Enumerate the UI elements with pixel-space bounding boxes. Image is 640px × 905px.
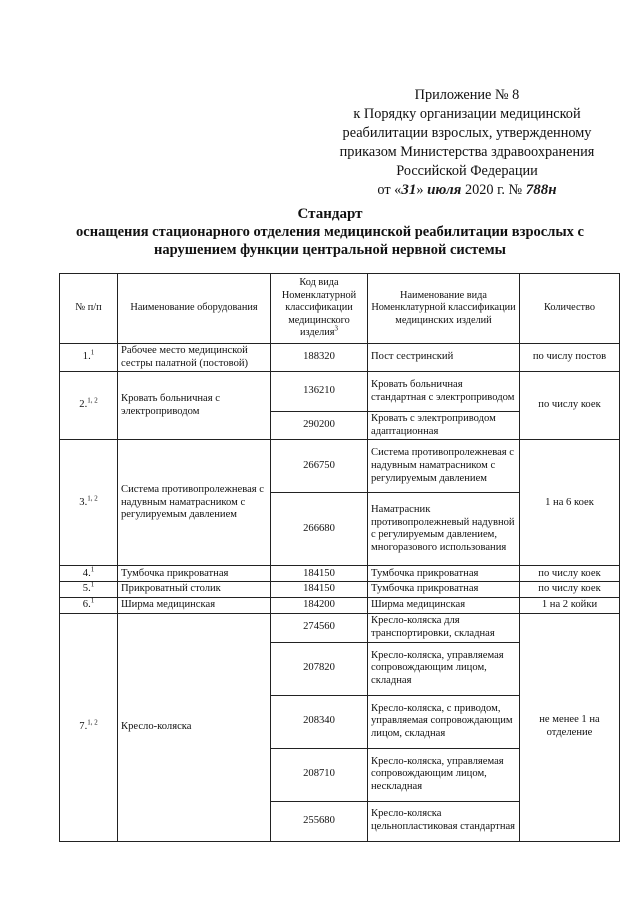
row-number: 3.$^{1, 2}$: [60, 440, 118, 566]
title-line: оснащения стационарного отделения медицинской реабилитации взрослых с: [76, 224, 584, 240]
handwritten-order-number: 788н: [525, 182, 557, 198]
quantity-cell: по числу коек: [520, 582, 620, 598]
type-name-cell: Наматрасник противопролежневый надувной с регулируемым давлением, многоразового использования: [368, 493, 520, 566]
type-name-cell: Кресло-коляска, управляемая сопровождающим лицом, складная: [368, 642, 520, 695]
type-name-cell: Тумбочка прикроватная: [368, 566, 520, 582]
code-cell: 266750: [271, 440, 368, 493]
appendix-line: реабилитации взрослых, утвержденному: [342, 125, 592, 141]
type-name-cell: Кресло-коляска, управляемая сопровождающим лицом, нескладная: [368, 748, 520, 801]
equipment-name: Система противопролежневая с надувным наматрасником с регулируемым давлением: [118, 440, 271, 566]
row-number: 7.$^{1, 2}$: [60, 613, 118, 841]
appendix-line: Российской Федерации: [396, 163, 538, 179]
code-cell: 208340: [271, 695, 368, 748]
row-number: 4.$^1$: [60, 566, 118, 582]
equipment-name: Прикроватный столик: [118, 582, 271, 598]
appendix-line: приказом Министерства здравоохранения: [339, 144, 595, 160]
equipment-table: [59, 273, 620, 842]
equipment-name: Кресло-коляска: [118, 613, 271, 841]
type-name-cell: Кресло-коляска, с приводом, управляемая сопровождающим лицом, складная: [368, 695, 520, 748]
title-line: Стандарт: [297, 206, 363, 222]
handwritten-month: июля: [427, 182, 462, 198]
quantity-cell: по числу постов: [520, 344, 620, 372]
type-name-cell: Кровать с электроприводом адаптационная: [368, 412, 520, 440]
table-header-row: [60, 274, 620, 344]
quantity-cell: 1 на 6 коек: [520, 440, 620, 566]
quantity-cell: по числу коек: [520, 372, 620, 440]
appendix-line: к Порядку организации медицинской: [353, 106, 581, 122]
code-cell: 274560: [271, 613, 368, 642]
handwritten-day: 31: [401, 182, 417, 198]
type-name-cell: Система противопролежневая с надувным наматрасником с регулируемым давлением: [368, 440, 520, 493]
equipment-name: Тумбочка прикроватная: [118, 566, 271, 582]
type-name-cell: Тумбочка прикроватная: [368, 582, 520, 598]
header-type-name: Наименование вида Номенклатурной классификации медицинских изделий: [368, 274, 520, 344]
code-cell: 184150: [271, 582, 368, 598]
code-cell: 184150: [271, 566, 368, 582]
row-number: 5.$^1$: [60, 582, 118, 598]
equipment-name: Кровать больничная с электроприводом: [118, 372, 271, 440]
header-num: № п/п: [60, 274, 118, 344]
title-line: нарушением функции центральной нервной системы: [154, 242, 506, 258]
row-number: 1.$^1$: [60, 344, 118, 372]
header-equipment: Наименование оборудования: [118, 274, 271, 344]
table-row: [60, 597, 620, 613]
table-row: [60, 613, 620, 642]
table-row: [60, 440, 620, 493]
code-cell: 207820: [271, 642, 368, 695]
code-cell: 184200: [271, 597, 368, 613]
table-row: [60, 566, 620, 582]
table-row: [60, 344, 620, 372]
type-name-cell: Кровать больничная стандартная с электроприводом: [368, 372, 520, 412]
table-row: [60, 372, 620, 412]
code-cell: 255680: [271, 801, 368, 841]
equipment-name: Рабочее место медицинской сестры палатной (постовой): [118, 344, 271, 372]
type-name-cell: Кресло-коляска цельнопластиковая стандартная: [368, 801, 520, 841]
header-code: Код вида Номенклатурной классификации медицинского изделия$^3$: [271, 274, 368, 344]
order-date-line: от «31» июля 2020 г. № 788н: [377, 182, 557, 198]
appendix-line: Приложение № 8: [414, 87, 520, 103]
code-cell: 208710: [271, 748, 368, 801]
type-name-cell: Кресло-коляска для транспортировки, складная: [368, 613, 520, 642]
row-number: 6.$^1$: [60, 597, 118, 613]
quantity-cell: по числу коек: [520, 566, 620, 582]
type-name-cell: Пост сестринский: [368, 344, 520, 372]
document-title: [40, 205, 620, 259]
table-row: [60, 582, 620, 598]
appendix-header: [322, 86, 612, 200]
code-cell: 266680: [271, 493, 368, 566]
type-name-cell: Ширма медицинская: [368, 597, 520, 613]
code-cell: 136210: [271, 372, 368, 412]
quantity-cell: не менее 1 на отделение: [520, 613, 620, 841]
equipment-name: Ширма медицинская: [118, 597, 271, 613]
header-quantity: Количество: [520, 274, 620, 344]
quantity-cell: 1 на 2 койки: [520, 597, 620, 613]
code-cell: 188320: [271, 344, 368, 372]
row-number: 2.$^{1, 2}$: [60, 372, 118, 440]
code-cell: 290200: [271, 412, 368, 440]
